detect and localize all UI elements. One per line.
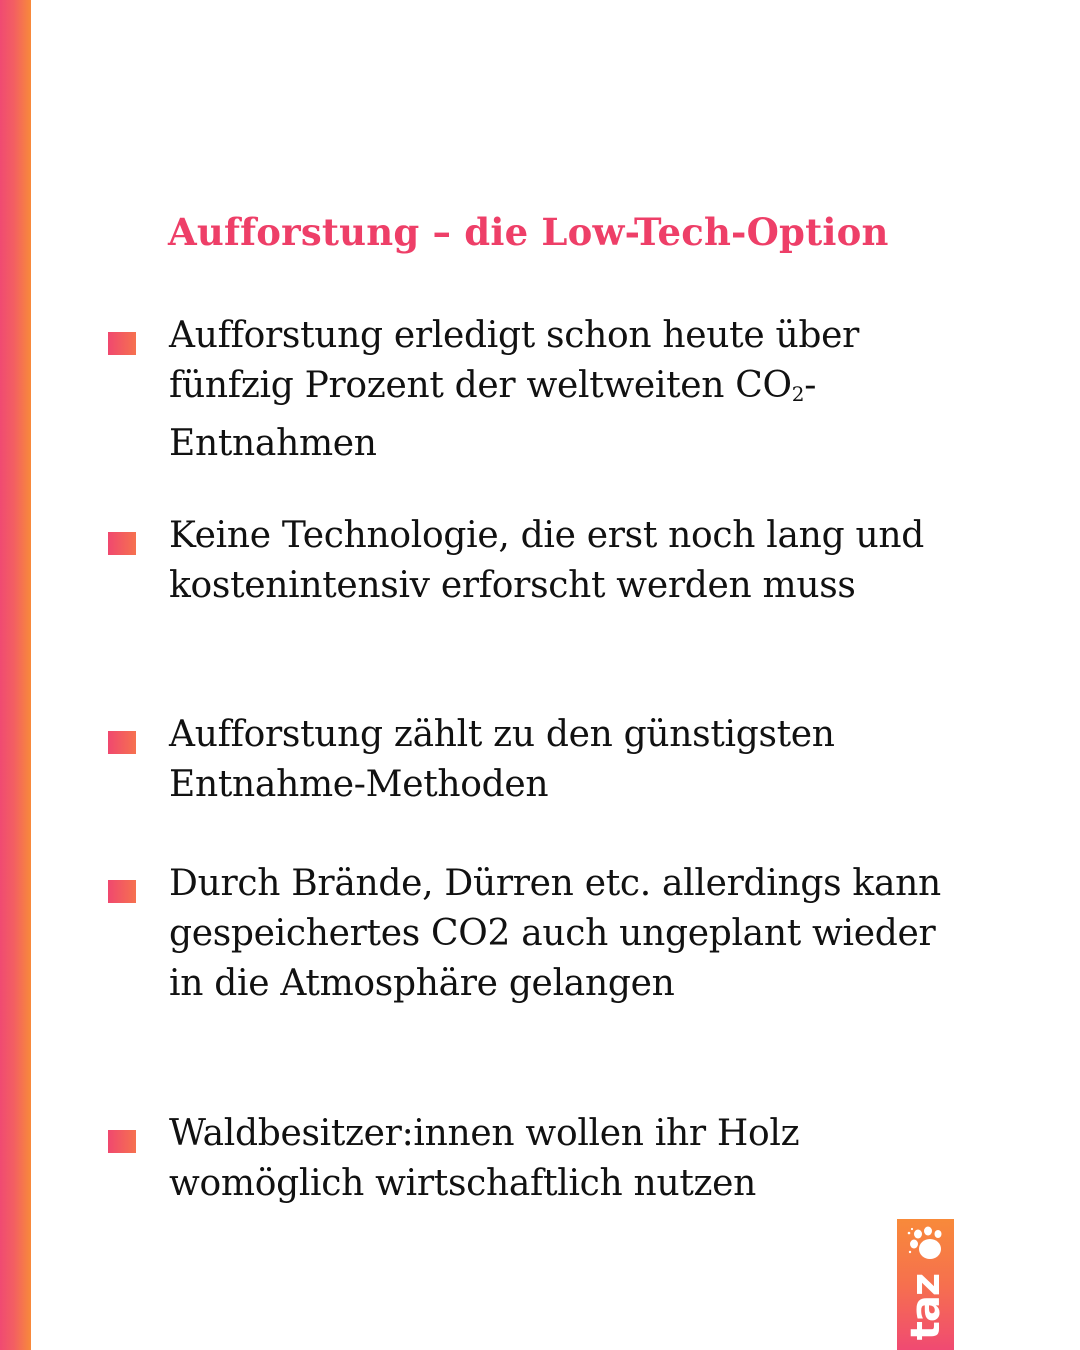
list-item-text: Aufforstung zählt zu den günstigsten Entnahme-Methoden [169,714,835,805]
list-item-text [169,311,949,469]
taz-logo [897,1219,954,1350]
page-title: Aufforstung – die Low-Tech-Option [168,210,889,254]
logo-text: taz [902,1273,949,1341]
bullet-square-icon [108,880,136,903]
list-item-text-part: - Entnahmen [169,365,817,464]
subscript: 2 [791,382,805,406]
bullet-square-icon [108,731,136,754]
list-item-text: Durch Brände, Dürren etc. allerdings kann gespeichertes CO2 auch ungeplant wieder in die Atmosphäre gelangen [169,863,941,1004]
list-item-text: Waldbesitzer:innen wollen ihr Holz womöglich wirtschaftlich nutzen [169,1113,800,1204]
side-gradient-strip [0,0,31,1350]
bullet-square-icon [108,332,136,355]
bullet-square-icon [108,1130,136,1153]
list-item-text-part: Aufforstung erledigt schon heute über fünfzig Prozent der weltweiten CO [169,315,860,406]
list-item-text: Keine Technologie, die erst noch lang und kostenintensiv erforscht werden muss [169,515,924,606]
bullet-square-icon [108,532,136,555]
paw-icon [905,1225,945,1265]
